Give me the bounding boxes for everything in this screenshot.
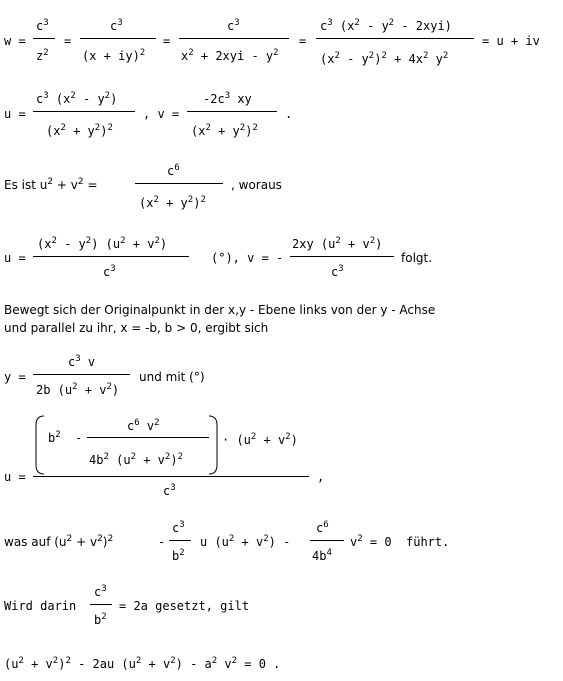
eq3-bar bbox=[135, 183, 223, 184]
eq2-u-label: u = bbox=[4, 107, 26, 121]
eq3-lead: Es ist $u^2 + v^2$ = bbox=[4, 177, 98, 192]
eq4-v-bar bbox=[290, 256, 394, 257]
eq1-equals-3: = bbox=[163, 34, 171, 48]
eq2-u-denominator: $(x^2 + y^2)^2$ bbox=[46, 123, 113, 138]
eq2-v-numerator: $-2c^3$ xy bbox=[203, 91, 252, 106]
eq7-f2-bar bbox=[310, 540, 344, 541]
eq6-minus: - bbox=[75, 431, 83, 445]
eq3-tail: , woraus bbox=[231, 178, 282, 192]
eq9-expression: $(u^2 + v^2)^2 - 2au$ $(u^2 + v^2) - a^2$ $v^2 = 0$ . bbox=[4, 656, 281, 671]
eq1-f2-denominator: (x + iy)$^2$ bbox=[82, 48, 146, 63]
eq7-minus: - bbox=[158, 535, 166, 549]
eq1-f4-bar bbox=[316, 38, 474, 39]
eq6-right-paren bbox=[207, 415, 219, 475]
eq4-v-numerator: 2xy $(u^2 + v^2)$ bbox=[292, 236, 383, 251]
eq2-u-numerator: $c^3$ $(x^2 - y^2)$ bbox=[36, 91, 118, 106]
eq6-inner-denominator: $4b^2$ $(u^2 + v^2)^2$ bbox=[89, 452, 183, 467]
eq8-numerator: $c^3$ bbox=[94, 584, 107, 599]
eq5-denominator: 2b $(u^2 + v^2)$ bbox=[36, 382, 120, 397]
eq1-f3-bar bbox=[179, 38, 289, 39]
eq5-y-label: y = bbox=[4, 370, 26, 384]
eq3-denominator: $(x^2 + y^2)^2$ bbox=[139, 195, 206, 210]
eq1-f2-numerator: $c^3$ bbox=[110, 18, 123, 33]
eq5-bar bbox=[33, 374, 130, 375]
eq6-main-bar bbox=[33, 476, 309, 477]
eq7-f1-numerator: $c^3$ bbox=[172, 520, 185, 535]
eq1-f3-numerator: $c^3$ bbox=[227, 18, 240, 33]
eq4-u-numerator: $(x^2 - y^2) (u^2 + v^2)$ bbox=[37, 236, 168, 251]
eq4-v-denominator: $c^3$ bbox=[331, 264, 344, 279]
eq3-numerator: $c^6$ bbox=[167, 163, 180, 178]
eq4-u-label: u = bbox=[4, 251, 26, 265]
eq8-bar bbox=[90, 604, 112, 605]
eq1-f2-bar bbox=[80, 38, 156, 39]
eq4-u-denominator: $c^3$ bbox=[103, 264, 116, 279]
eq8-lead: Wird darin bbox=[4, 599, 77, 613]
eq1-f1-numerator: $c^3$ bbox=[36, 18, 49, 33]
eq2-v-denominator: $(x^2 + y^2)^2$ bbox=[191, 123, 258, 138]
eq6-inner-bar bbox=[87, 437, 209, 438]
eq8-denominator: $b^2$ bbox=[94, 612, 107, 627]
eq1-f1-denominator: $z^2$ bbox=[36, 48, 49, 63]
eq6-b2: $b^2$ bbox=[48, 430, 61, 445]
eq2-u-bar bbox=[33, 111, 135, 112]
eq7-f1-denominator: $b^2$ bbox=[172, 548, 185, 563]
paragraph-line-1: Bewegt sich der Originalpunkt in der x,y - Ebene links von der y - Achse bbox=[4, 303, 436, 317]
eq1-equals-4: = bbox=[299, 34, 307, 48]
eq4-mid: (°), v = - bbox=[211, 251, 284, 265]
eq7-f2-numerator: $c^6$ bbox=[316, 520, 329, 535]
eq1-f1-bar bbox=[33, 38, 55, 39]
eq1-f4-denominator: $(x^2 - y^2)^2 + 4x^2$ $y^2$ bbox=[320, 51, 449, 66]
eq6-denominator: $c^3$ bbox=[163, 483, 176, 498]
eq1-rhs: = u + iv bbox=[482, 34, 540, 48]
eq7-mid: u $(u^2 + v^2)$ - bbox=[200, 534, 291, 549]
eq7-f2-denominator: $4b^4$ bbox=[312, 548, 332, 563]
eq1-f3-denominator: $x^2 + 2xyi - y^2$ bbox=[181, 48, 279, 63]
eq6-left-paren bbox=[34, 415, 46, 475]
eq4-u-bar bbox=[33, 256, 189, 257]
paragraph-line-2: und parallel zu ihr, x = -b, b > 0, ergibt sich bbox=[4, 321, 269, 335]
eq1-f4-numerator: $c^3$ $(x^2 - y^2 - 2xyi)$ bbox=[320, 18, 452, 33]
eq6-comma: , bbox=[317, 470, 325, 484]
eq7-lead: was auf $(u^2 + v^2)^2$ bbox=[4, 534, 114, 549]
eq6-multiplier: · $(u^2 + v^2)$ bbox=[222, 432, 298, 447]
eq2-period: . bbox=[285, 107, 293, 121]
eq2-v-label: , v = bbox=[143, 107, 180, 121]
eq6-inner-numerator: $c^6$ $v^2$ bbox=[127, 418, 160, 433]
eq7-tail: $v^2 = 0$ führt. bbox=[350, 534, 450, 549]
eq8-tail: = 2a gesetzt, gilt bbox=[119, 599, 250, 613]
eq7-f1-bar bbox=[169, 540, 191, 541]
eq4-tail: folgt. bbox=[401, 251, 433, 265]
eq2-v-bar bbox=[187, 111, 277, 112]
eq1-equals-2: = bbox=[64, 34, 72, 48]
eq1-lhs: w = bbox=[4, 34, 26, 48]
eq5-numerator: $c^3$ v bbox=[68, 354, 96, 369]
eq5-tail: und mit (°) bbox=[139, 370, 205, 384]
eq6-u-label: u = bbox=[4, 470, 26, 484]
